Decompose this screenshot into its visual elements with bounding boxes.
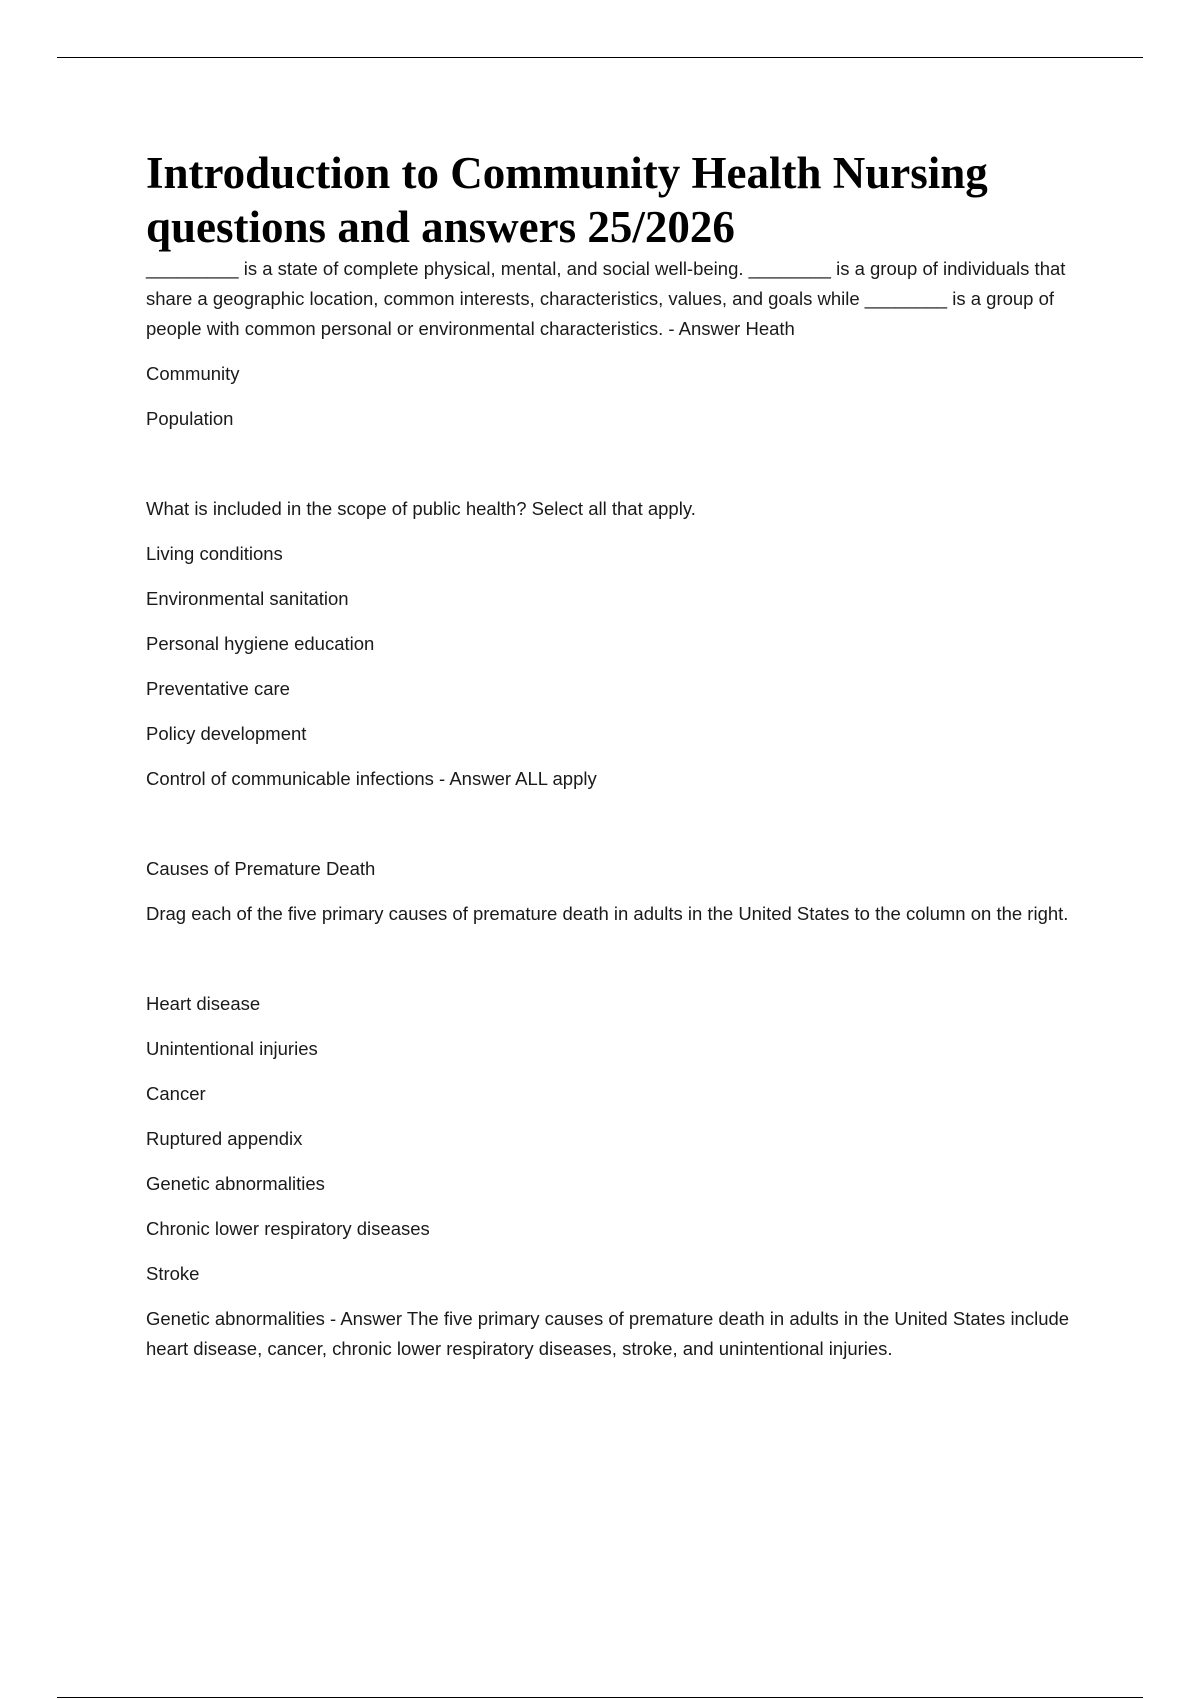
question-1-text: _________ is a state of complete physical, mental, and social well-being. ________ is a group of individuals that share a geographic location, common interests, characteristics, values, and goals while ________ is a group of people with common personal or environmental characteristics. - Answer Heath (146, 258, 1066, 339)
question-2-option: Policy development (146, 723, 307, 744)
question-3-option: Chronic lower respiratory diseases (146, 1218, 430, 1239)
question-3-prompt: Drag each of the five primary causes of premature death in adults in the United States to the column on the right. (146, 903, 1069, 924)
document-body (146, 146, 1086, 1379)
spacer (146, 944, 1086, 989)
question-2-option: Living conditions (146, 543, 283, 564)
title-line-2: questions and answers 25/2026 (146, 202, 735, 252)
question-3-option: Stroke (146, 1263, 200, 1284)
title-line-1: Introduction to Community Health Nursing (146, 148, 988, 198)
question-3-option: Ruptured appendix (146, 1128, 303, 1149)
question-3-option: Cancer (146, 1083, 206, 1104)
spacer (146, 809, 1086, 854)
question-2-option-answer: Control of communicable infections - Answer ALL apply (146, 768, 597, 789)
question-2-text: What is included in the scope of public health? Select all that apply. (146, 498, 696, 519)
spacer (146, 449, 1086, 494)
question-1-answer-community: Community (146, 363, 240, 384)
question-3-option: Genetic abnormalities (146, 1173, 325, 1194)
question-2-option: Environmental sanitation (146, 588, 349, 609)
question-3-answer: Genetic abnormalities - Answer The five primary causes of premature death in adults in the United States include heart disease, cancer, chronic lower respiratory diseases, stroke, and unintentional injuries. (146, 1308, 1070, 1359)
question-3-option: Unintentional injuries (146, 1038, 318, 1059)
bottom-rule (57, 1697, 1143, 1698)
question-3-option: Heart disease (146, 993, 261, 1014)
top-rule (57, 57, 1143, 58)
question-3-heading: Causes of Premature Death (146, 858, 376, 879)
question-1-answer-population: Population (146, 408, 234, 429)
question-2-option: Personal hygiene education (146, 633, 375, 654)
question-2-option: Preventative care (146, 678, 290, 699)
document-title (146, 146, 1086, 254)
